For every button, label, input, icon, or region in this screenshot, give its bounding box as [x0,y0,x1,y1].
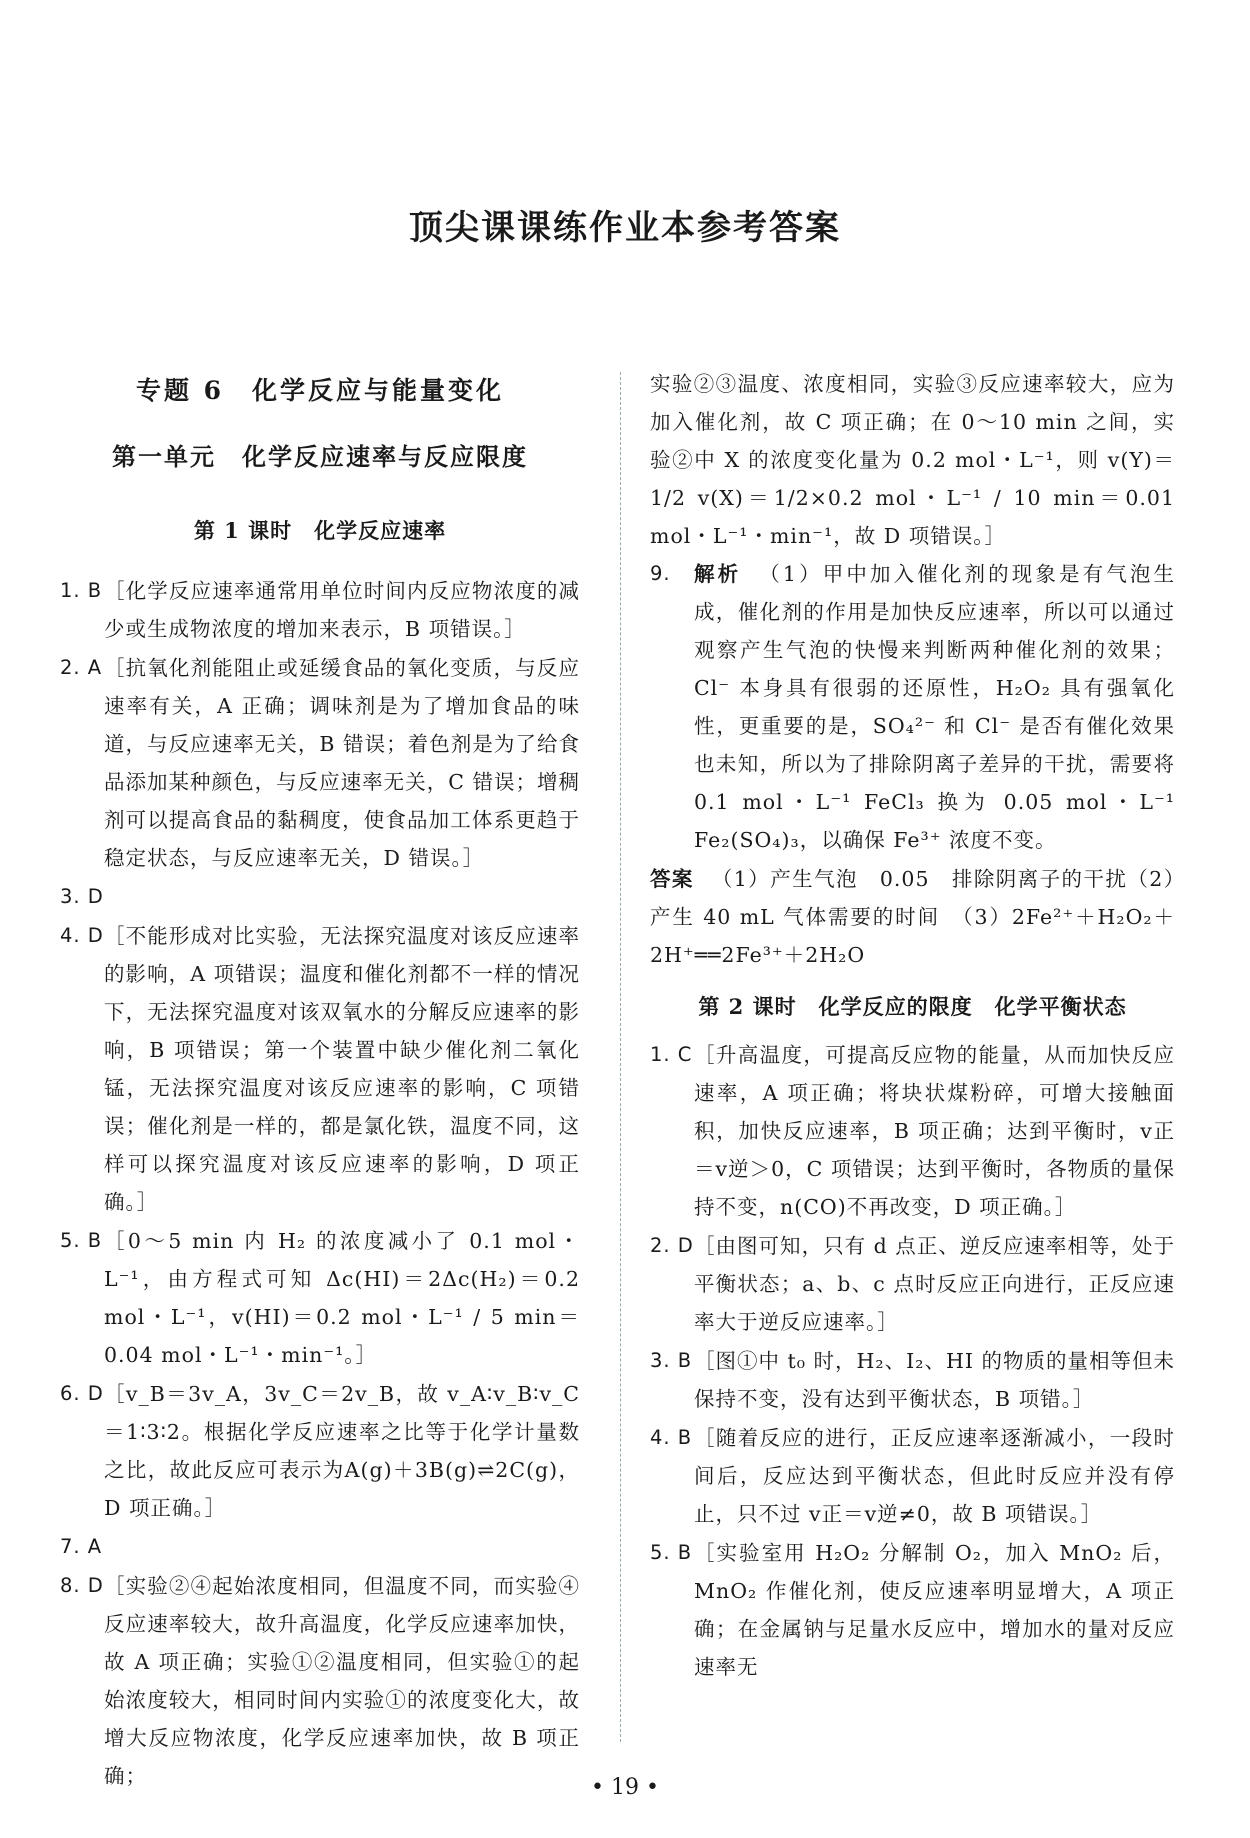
question-number: 1. B [60,579,103,602]
topic-heading: 专题 6 化学反应与能量变化 [135,376,505,405]
answer-text: （1）产生气泡 0.05 排除阴离子的干扰（2）产生 40 mL 气体需要的时间 （3）2Fe²⁺＋H₂O₂＋2H⁺══2Fe³⁺＋2H₂O [650,867,1176,967]
page-title: 顶尖课课练作业本参考答案 [409,208,841,248]
left-column [60,372,580,1796]
analysis-label: 解析 [694,562,742,586]
answer-item [60,649,580,877]
answer-text: ［化学反应速率通常用单位时间内反应物浓度的减少或生成物浓度的增加来表示，B 项错误。］ [104,579,580,641]
lesson-2-heading: 第 2 课时 化学反应的限度 化学平衡状态 [698,994,1127,1019]
question-number: 2. A [60,656,103,679]
answer-text: ［v_B＝3v_A，3v_C＝2v_B，故 v_A∶v_B∶v_C＝1∶3∶2。根据化学反应速率之比等于化学计量数之比，故此反应可表示为A(g)＋3B(g)⇌2C(g)，D 项正确。］ [104,1382,580,1520]
question-number: 5. B [60,1229,103,1252]
answer-item [60,572,580,648]
unit-heading: 第一单元 化学反应速率与反应限度 [112,442,528,471]
answer-item [60,1375,580,1527]
question-number: 1. C [650,1043,693,1066]
answer-block [650,860,1175,974]
question-number: 4. D [60,924,104,947]
answer-item [650,1036,1175,1226]
answer-item [60,917,580,1221]
question-number: 8. D [60,1574,104,1597]
question-number: 3. B [650,1349,693,1372]
answer-item [650,1419,1175,1533]
answer-text: ［抗氧化剂能阻止或延缓食品的氧化变质，与反应速率有关，A 正确；调味剂是为了增加食品的味道，与反应速率无关，B 错误；着色剂是为了给食品添加某种颜色，与反应速率无关，C 错误；增稠剂可以提高食品的黏稠度，使食品加工体系更趋于稳定状态，与反应速率无关，D 错误。］ [104,656,580,870]
question-number: 2. D [650,1234,694,1257]
answer-text: ［实验②④起始浓度相同，但温度不同，而实验④反应速率较大，故升高温度，化学反应速率加快，故 A 项正确；实验①②温度相同，但实验①的起始浓度较大，相同时间内实验①的浓度变化大，故增大反应物浓度，化学反应速率加快，故 B 项正确； [104,1574,580,1788]
answer-item [650,1534,1175,1686]
answer-item-9 [650,555,1175,859]
answer-text [694,555,1175,859]
question-number: 3. D [60,885,104,908]
answer-item [650,1227,1175,1341]
lesson-1-heading: 第 1 课时 化学反应速率 [193,518,447,543]
answer-item [60,1567,580,1795]
question-number: 4. B [650,1426,693,1449]
answer-item [650,1342,1175,1418]
answer-text: ［实验室用 H₂O₂ 分解制 O₂，加入 MnO₂ 后，MnO₂ 作催化剂，使反应速率明显增大，A 项正确；在金属钠与足量水反应中，增加水的量对反应速率无 [694,1541,1175,1679]
answer-text: ［不能形成对比实验，无法探究温度对该反应速率的影响，A 项错误；温度和催化剂都不一样的情况下，无法探究温度对该双氧水的分解反应速率的影响，B 项错误；第一个装置中缺少催化剂二氧化锰，无法探究温度对该反应速率的影响，C 项错误；催化剂是一样的，都是氯化铁，温度不同，这样可以探究温度对该反应速率的影响，D 项正确。］ [104,924,580,1214]
answer-text: ［图①中 t₀ 时，H₂、I₂、HI 的物质的量相等但未保持不变，没有达到平衡状态，B 项错。］ [694,1349,1175,1411]
answer-8-continuation: 实验②③温度、浓度相同，实验③反应速率较大，应为加入催化剂，故 C 项正确；在 0～10 min 之间，实验②中 X 的浓度变化量为 0.2 mol・L⁻¹，则 v(Y)＝1/2 v(X)＝1/2×0.2 mol・L⁻¹ / 10 min＝0.01 mol・L⁻¹・min⁻¹，故 D 项错误。］ [650,372,1175,548]
question-number: 6. D [60,1382,104,1405]
question-number: 9. [650,562,671,585]
answer-text: ［0～5 min 内 H₂ 的浓度减小了 0.1 mol・L⁻¹，由方程式可知 Δc(HI)＝2Δc(H₂)＝0.2 mol・L⁻¹，v(HI)＝0.2 mol・L⁻¹ / 5 min＝0.04 mol・L⁻¹・min⁻¹。］ [104,1229,580,1367]
answer-text: ［由图可知，只有 d 点正、逆反应速率相等，处于平衡状态；a、b、c 点时反应正向进行，正反应速率大于逆反应速率。］ [694,1234,1175,1334]
question-number: 7. A [60,1535,103,1558]
answer-text: ［升高温度，可提高反应物的能量，从而加快反应速率，A 项正确；将块状煤粉碎，可增大接触面积，加快反应速率，B 项正确；达到平衡时，v正＝v逆＞0，C 项错误；达到平衡时，各物质的量保持不变，n(CO)不再改变，D 项正确。］ [694,1043,1175,1219]
right-column [650,365,1175,1687]
analysis-text: （1）甲中加入催化剂的现象是有气泡生成，催化剂的作用是加快反应速率，所以可以通过观察产生气泡的快慢来判断两种催化剂的效果；Cl⁻ 本身具有很弱的还原性，H₂O₂ 具有强氧化性，更重要的是，SO₄²⁻ 和 Cl⁻ 是否有催化效果也未知，所以为了排除阴离子差异的干扰，需要将 0.1 mol・L⁻¹ FeCl₃ 换为 0.05 mol・L⁻¹ Fe₂(SO₄)₃，以确保 Fe³⁺ 浓度不变。 [694,562,1176,852]
answer-item [60,1222,580,1374]
question-number: 5. B [650,1541,693,1564]
answer-item [60,1528,580,1566]
answer-label: 答案 [650,867,694,891]
answer-text: ［随着反应的进行，正反应速率逐渐减小，一段时间后，反应达到平衡状态，但此时反应并没有停止，只不过 v正＝v逆≠0，故 B 项错误。］ [694,1426,1175,1526]
answer-item [60,878,580,916]
column-divider [620,372,621,1742]
page-number: • 19 • [591,1775,659,1800]
